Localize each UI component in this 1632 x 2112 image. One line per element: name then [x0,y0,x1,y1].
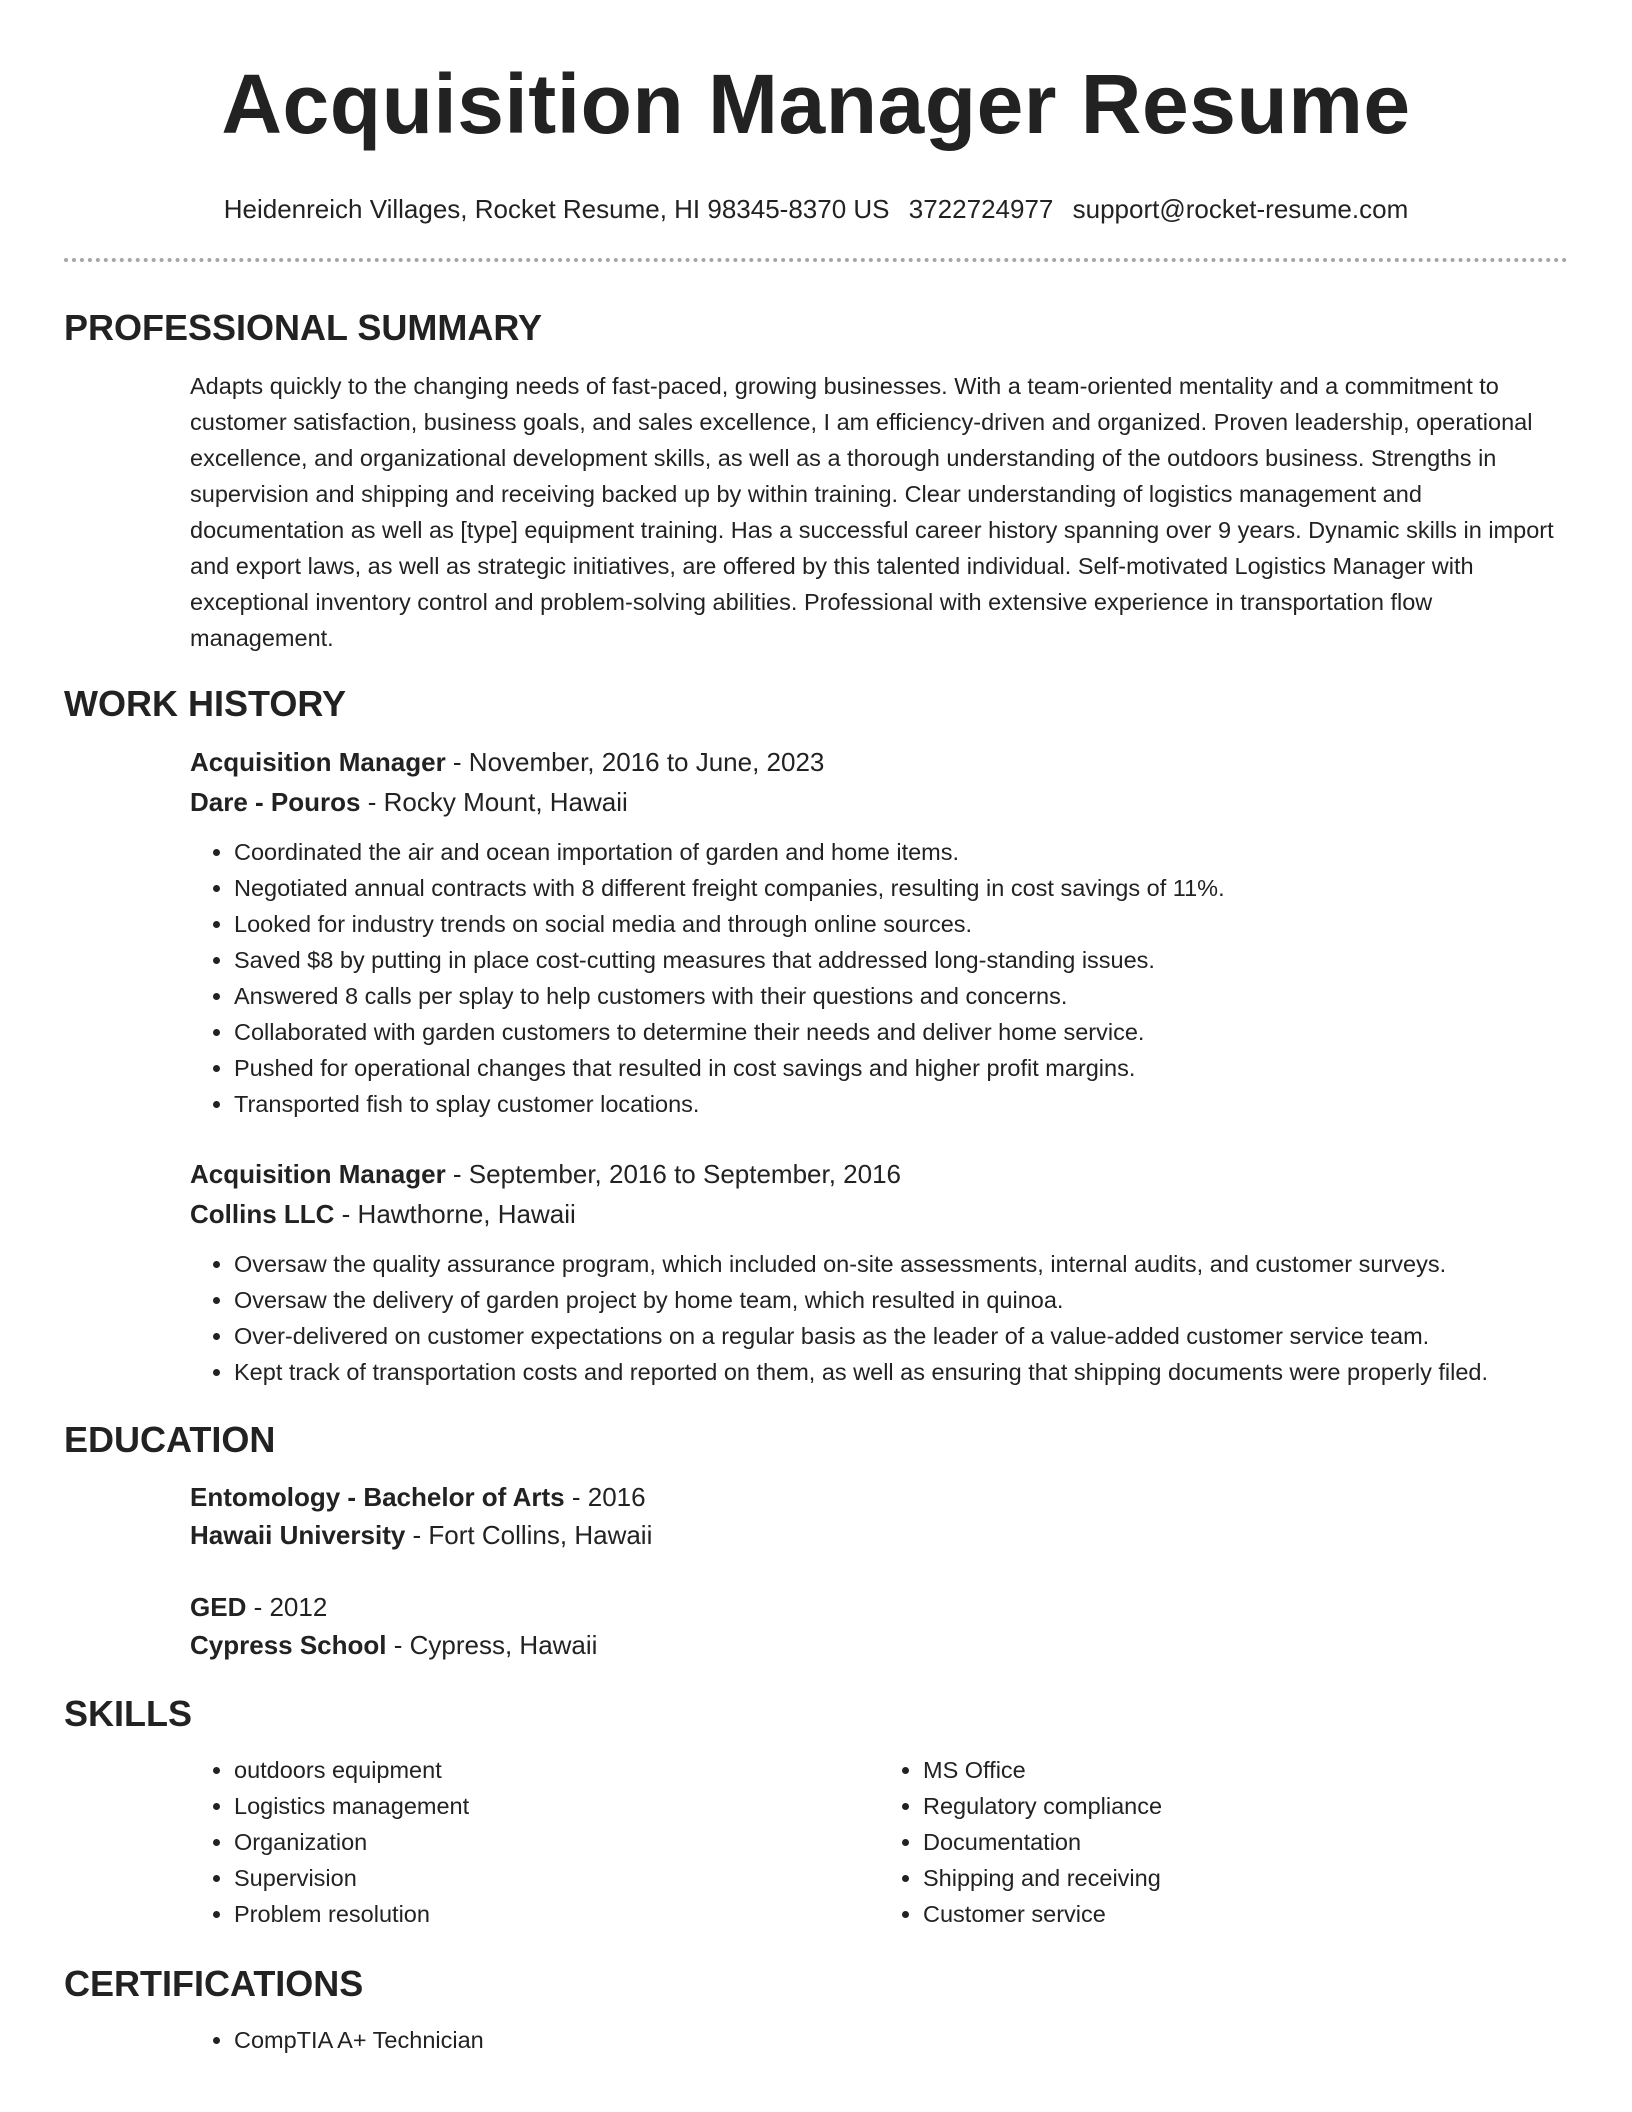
contact-phone: 3722724977 [908,194,1054,224]
list-item: • Supervision [234,1860,879,1896]
education-heading: EDUCATION [64,1419,276,1460]
education-location: - Cypress, Hawaii [386,1630,598,1660]
job-title-line [190,1154,1568,1194]
education-entry [190,1478,1568,1554]
education-degree: Entomology - Bachelor of Arts [190,1482,565,1512]
list-item: • Saved $8 by putting in place cost-cutting measures that addressed long-standing issues. [234,942,1568,978]
job-company: Dare - Pouros [190,787,361,817]
list-item: • Organization [234,1824,879,1860]
list-item: • CompTIA A+ Technician [234,2022,1568,2058]
list-item: • Pushed for operational changes that resulted in cost savings and higher profit margins. [234,1050,1568,1086]
education-entry [190,1588,1568,1664]
education-school: Hawaii University [190,1520,406,1550]
job-company: Collins LLC [190,1199,335,1229]
education-year: - 2016 [564,1482,646,1512]
contact-address: Heidenreich Villages, Rocket Resume, HI 98345-8370 US [223,194,890,224]
list-item: • Documentation [923,1824,1568,1860]
contact-email: support@rocket-resume.com [1072,194,1409,224]
education-location: - Fort Collins, Hawaii [405,1520,653,1550]
education-section [190,1478,1568,1664]
list-item: • outdoors equipment [234,1752,879,1788]
list-item: • Coordinated the air and ocean importation of garden and home items. [234,834,1568,870]
list-item: • Customer service [923,1896,1568,1932]
education-degree-line [190,1478,1568,1516]
skills-list-left [190,1752,879,1932]
education-degree: GED [190,1592,247,1622]
header-divider [64,258,1568,262]
summary-section [190,368,1568,656]
job-title: Acquisition Manager [190,1159,446,1189]
skills-heading: SKILLS [64,1693,193,1734]
list-item: • Shipping and receiving [923,1860,1568,1896]
education-year: - 2012 [246,1592,328,1622]
job-title-line [190,742,1568,782]
list-item: • Regulatory compliance [923,1788,1568,1824]
job-bullets [190,834,1568,1122]
summary-heading: PROFESSIONAL SUMMARY [64,307,543,348]
job-dates: - September, 2016 to September, 2016 [445,1159,902,1189]
list-item: • Transported fish to splay customer locations. [234,1086,1568,1122]
job-title: Acquisition Manager [190,747,446,777]
list-item: • Kept track of transportation costs and reported on them, as well as ensuring that shipping documents were properly filed. [234,1354,1568,1390]
list-item: • Looked for industry trends on social media and through online sources. [234,906,1568,942]
job-location: - Hawthorne, Hawaii [334,1199,576,1229]
certifications-list [190,2022,1568,2058]
list-item: • Oversaw the quality assurance program, which included on-site assessments, internal audits, and customer surveys. [234,1246,1568,1282]
list-item: • MS Office [923,1752,1568,1788]
list-item: • Oversaw the delivery of garden project by home team, which resulted in quinoa. [234,1282,1568,1318]
education-degree-line [190,1588,1568,1626]
list-item: • Problem resolution [234,1896,879,1932]
list-item: • Logistics management [234,1788,879,1824]
list-item: • Negotiated annual contracts with 8 different freight companies, resulting in cost savings of 11%. [234,870,1568,906]
list-item: • Answered 8 calls per splay to help customers with their questions and concerns. [234,978,1568,1014]
resume-title: Acquisition Manager Resume [221,57,1411,151]
job-location: - Rocky Mount, Hawaii [360,787,628,817]
skills-section [190,1752,1568,1932]
list-item: • Over-delivered on customer expectations on a regular basis as the leader of a value-added customer service team. [234,1318,1568,1354]
summary-text: Adapts quickly to the changing needs of fast-paced, growing businesses. With a team-oriented mentality and a commitment to customer satisfaction, business goals, and sales excellence, I am efficiency-driven and organized. Proven leadership, operational excellence, and organizational development skills, as well as a thorough understanding of the outdoors business. Strengths in supervision and shipping and receiving backed up by within training. Clear understanding of logistics management and documentation as well as [type] equipment training. Has a successful career history spanning over 9 years. Dynamic skills in import and export laws, as well as strategic initiatives, are offered by this talented individual. Self-motivated Logistics Manager with exceptional inventory control and problem-solving abilities. Professional with extensive experience in transportation flow management. [190,373,1554,651]
job-company-line [190,1194,1568,1234]
job-entry [190,742,1568,1122]
education-school-line [190,1626,1568,1664]
job-dates: - November, 2016 to June, 2023 [445,747,825,777]
education-school: Cypress School [190,1630,387,1660]
list-item: • Collaborated with garden customers to determine their needs and deliver home service. [234,1014,1568,1050]
certifications-section [190,2022,1568,2058]
job-entry [190,1154,1568,1390]
certifications-heading: CERTIFICATIONS [64,1963,364,2004]
skills-list-right [879,1752,1568,1932]
job-company-line [190,782,1568,822]
work-heading: WORK HISTORY [64,683,347,724]
contact-line [64,192,1568,226]
work-section [190,742,1568,1390]
education-school-line [190,1516,1568,1554]
job-bullets [190,1246,1568,1390]
